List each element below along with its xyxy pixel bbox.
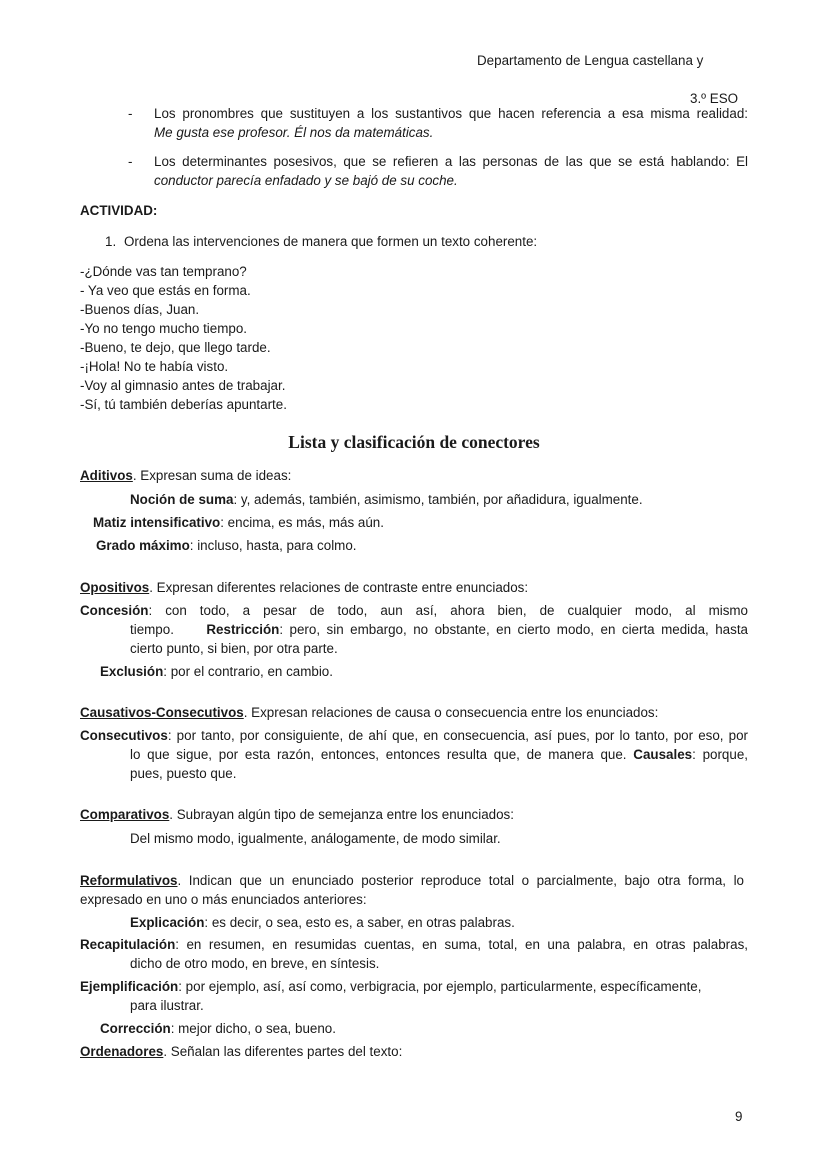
causales-line bbox=[130, 745, 748, 764]
opositivos-heading: Opositivos bbox=[80, 580, 150, 595]
consecutivos-line bbox=[80, 726, 748, 745]
concesion-line bbox=[80, 601, 748, 620]
bullet-dash: - bbox=[128, 154, 133, 169]
section-title: Lista y clasificación de conectores bbox=[288, 432, 540, 452]
recapitulacion-label: Recapitulación bbox=[80, 937, 176, 952]
dialogue-line: -Yo no tengo mucho tiempo. bbox=[80, 321, 247, 336]
restriccion-text: : pero, sin embargo, no obstante, en cierto modo, en cierta medida, hasta bbox=[279, 622, 748, 637]
aditivos-heading: Aditivos bbox=[80, 468, 133, 483]
page-number: 9 bbox=[735, 1109, 743, 1124]
dialogue-line: -Buenos días, Juan. bbox=[80, 302, 200, 317]
dialogue-line: - Ya veo que estás en forma. bbox=[80, 283, 251, 298]
dialogue-line: -¿Dónde vas tan temprano? bbox=[80, 264, 247, 279]
consecutivos-cont: lo que sigue, por esta razón, entonces, entonces resulta que, de manera que. bbox=[130, 747, 627, 762]
restriccion-line bbox=[130, 620, 748, 639]
reformulativos-heading: Reformulativos bbox=[80, 873, 178, 888]
grado-line bbox=[96, 536, 357, 555]
dialogue-line: -¡Hola! No te había visto. bbox=[80, 359, 229, 374]
dialogue-line: -Voy al gimnasio antes de trabajar. bbox=[80, 378, 286, 393]
causales-cont: pues, puesto que. bbox=[130, 766, 237, 781]
opositivos-heading-line bbox=[80, 578, 528, 597]
dialogue-line: -Bueno, te dejo, que llego tarde. bbox=[80, 340, 271, 355]
reformulativos-heading-line bbox=[80, 871, 744, 890]
exclusion-text: : por el contrario, en cambio. bbox=[163, 664, 333, 679]
exclusion-line bbox=[100, 662, 333, 681]
aditivos-heading-line bbox=[80, 466, 291, 485]
concesion-label: Concesión bbox=[80, 603, 149, 618]
activity-item-text: Ordena las intervenciones de manera que formen un texto coherente: bbox=[124, 234, 538, 249]
consecutivos-label: Consecutivos bbox=[80, 728, 168, 743]
header-department: Departamento de Lengua castellana y bbox=[477, 53, 704, 68]
bullet-2-example: conductor parecía enfadado y se bajó de su coche. bbox=[154, 173, 458, 188]
concesion-cont: tiempo. bbox=[130, 622, 174, 637]
ejemplificacion-label: Ejemplificación bbox=[80, 979, 179, 994]
ordenadores-heading-line bbox=[80, 1042, 402, 1061]
reformulativos-cont: expresado en uno o más enunciados anteriores: bbox=[80, 892, 367, 907]
header-grade: 3.º ESO bbox=[690, 91, 739, 106]
ejemplificacion-line bbox=[80, 977, 701, 996]
causales-text: : porque, bbox=[692, 747, 748, 762]
dialogue-line: -Sí, tú también deberías apuntarte. bbox=[80, 397, 287, 412]
matiz-text: : encima, es más, más aún. bbox=[220, 515, 384, 530]
activity-heading: ACTIVIDAD: bbox=[80, 203, 158, 218]
activity-item-number: 1. bbox=[105, 234, 117, 249]
causativos-desc: . Expresan relaciones de causa o consecuencia entre los enunciados: bbox=[243, 705, 659, 720]
comparativos-desc: . Subrayan algún tipo de semejanza entre los enunciados: bbox=[169, 807, 514, 822]
restriccion-label: Restricción bbox=[206, 622, 280, 637]
causativos-heading-line bbox=[80, 703, 658, 722]
aditivos-desc: . Expresan suma de ideas: bbox=[132, 468, 292, 483]
correccion-label: Corrección bbox=[100, 1021, 171, 1036]
grado-label: Grado máximo bbox=[96, 538, 190, 553]
consecutivos-text: : por tanto, por consiguiente, de ahí que, en consecuencia, así pues, por lo tanto, por eso, por bbox=[167, 728, 748, 743]
ejemplificacion-text: : por ejemplo, así, así como, verbigracia, por ejemplo, particularmente, específicamente, bbox=[178, 979, 702, 994]
explicacion-label: Explicación bbox=[130, 915, 205, 930]
suma-line bbox=[130, 490, 643, 509]
suma-label: Noción de suma bbox=[130, 492, 234, 507]
exclusion-label: Exclusión bbox=[100, 664, 164, 679]
bullet-2-text: Los determinantes posesivos, que se refieren a las personas de las que se está hablando: El bbox=[154, 154, 748, 169]
matiz-line bbox=[93, 513, 384, 532]
ordenadores-desc: . Señalan las diferentes partes del texto: bbox=[163, 1044, 403, 1059]
bullet-1-text: Los pronombres que sustituyen a los sustantivos que hacen referencia a esa misma realidad: bbox=[154, 106, 748, 121]
recapitulacion-text: : en resumen, en resumidas cuentas, en suma, total, en una palabra, en otras palabras, bbox=[175, 937, 748, 952]
opositivos-desc: . Expresan diferentes relaciones de contraste entre enunciados: bbox=[149, 580, 529, 595]
comparativos-heading-line bbox=[80, 805, 514, 824]
explicacion-text: : es decir, o sea, esto es, a saber, en otras palabras. bbox=[204, 915, 515, 930]
bullet-1-example: Me gusta ese profesor. Él nos da matemáticas. bbox=[154, 125, 434, 140]
recapitulacion-line bbox=[80, 935, 748, 954]
recapitulacion-cont: dicho de otro modo, en breve, en síntesis. bbox=[130, 956, 380, 971]
ordenadores-heading: Ordenadores bbox=[80, 1044, 164, 1059]
causativos-heading: Causativos-Consecutivos bbox=[80, 705, 244, 720]
suma-text: : y, además, también, asimismo, también, por añadidura, igualmente. bbox=[233, 492, 643, 507]
restriccion-cont: cierto punto, si bien, por otra parte. bbox=[130, 641, 338, 656]
bullet-dash: - bbox=[128, 106, 133, 121]
correccion-line bbox=[100, 1019, 336, 1038]
causales-label: Causales bbox=[633, 747, 693, 762]
reformulativos-desc: . Indican que un enunciado posterior reproduce total o parcialmente, bajo otra forma, lo bbox=[177, 873, 744, 888]
grado-text: : incluso, hasta, para colmo. bbox=[189, 538, 357, 553]
explicacion-line bbox=[130, 913, 515, 932]
concesion-text: : con todo, a pesar de todo, aun así, ahora bien, de cualquier modo, al mismo bbox=[148, 603, 748, 618]
ejemplificacion-cont: para ilustrar. bbox=[130, 998, 204, 1013]
comparativos-line: Del mismo modo, igualmente, análogamente, de modo similar. bbox=[130, 831, 501, 846]
matiz-label: Matiz intensificativo bbox=[93, 515, 221, 530]
comparativos-heading: Comparativos bbox=[80, 807, 170, 822]
correccion-text: : mejor dicho, o sea, bueno. bbox=[170, 1021, 336, 1036]
